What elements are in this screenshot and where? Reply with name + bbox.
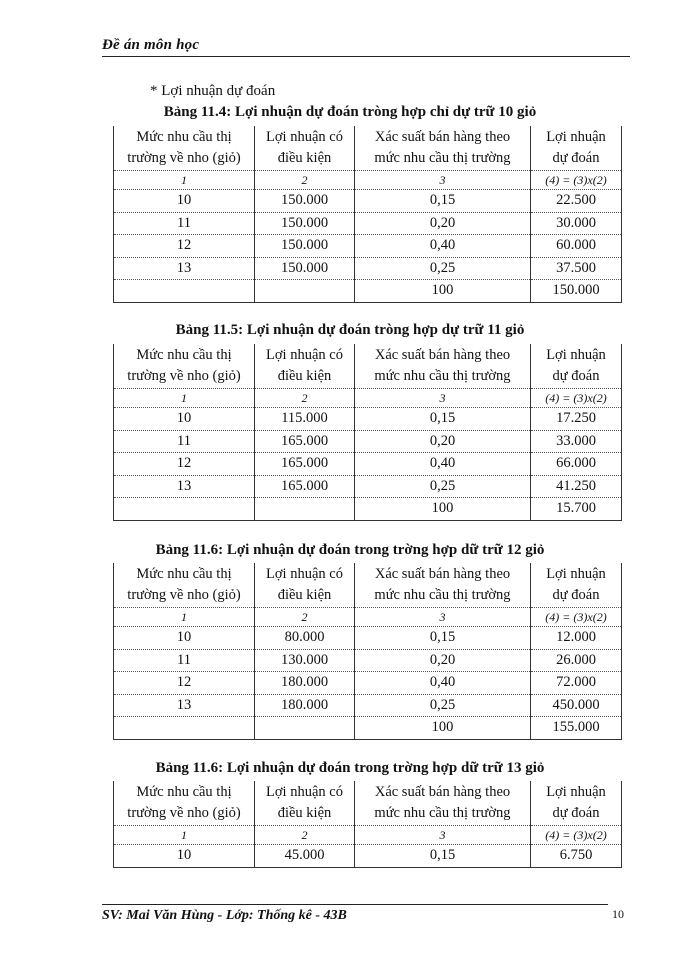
table-cell: 10 — [114, 627, 255, 650]
column-number: (4) = (3)x(2) — [531, 826, 622, 845]
profit-table — [113, 781, 622, 868]
table-cell: 0,25 — [355, 475, 531, 498]
table-cell: 0,20 — [355, 430, 531, 453]
table-cell: 0,20 — [355, 649, 531, 672]
profit-table — [113, 563, 622, 740]
table-row — [114, 453, 622, 476]
table-cell: 10 — [114, 408, 255, 431]
table-title: Bảng 11.6: Lợi nhuận dự đoán trong trờng hợp dữ trữ 13 giỏ — [155, 760, 545, 776]
table-cell: 150.000 — [255, 257, 355, 280]
table-cell: 0,15 — [355, 408, 531, 431]
column-header: Mức nhu cầu thị trường về nho (giỏ) — [114, 781, 255, 826]
table-cell: 150.000 — [255, 212, 355, 235]
table-cell — [255, 280, 355, 303]
table-cell: 41.250 — [531, 475, 622, 498]
column-header: Lợi nhuận có điều kiện — [255, 781, 355, 826]
table-cell: 11 — [114, 430, 255, 453]
column-number: (4) = (3)x(2) — [531, 389, 622, 408]
column-header: Xác suất bán hàng theo mức nhu cầu thị trường — [355, 563, 531, 608]
column-header: Xác suất bán hàng theo mức nhu cầu thị trường — [355, 781, 531, 826]
column-number-row — [114, 826, 622, 845]
table-row — [114, 212, 622, 235]
column-number: 2 — [255, 608, 355, 627]
table-header-row — [114, 781, 622, 826]
column-header: Lợi nhuận dự đoán — [531, 563, 622, 608]
table-row — [114, 475, 622, 498]
table-cell: 12 — [114, 453, 255, 476]
table-header-row — [114, 563, 622, 608]
table-cell: 100 — [355, 717, 531, 740]
table-cell: 165.000 — [255, 453, 355, 476]
column-number: 2 — [255, 171, 355, 190]
column-number-row — [114, 608, 622, 627]
table-cell: 45.000 — [255, 845, 355, 868]
column-header: Lợi nhuận dự đoán — [531, 344, 622, 389]
column-number: 2 — [255, 389, 355, 408]
profit-table — [113, 126, 622, 303]
table-header-row — [114, 344, 622, 389]
column-number: (4) = (3)x(2) — [531, 171, 622, 190]
table-cell: 13 — [114, 475, 255, 498]
table-cell — [114, 498, 255, 521]
column-number-row — [114, 389, 622, 408]
table-cell: 0,40 — [355, 235, 531, 258]
table-cell: 155.000 — [531, 717, 622, 740]
header-text: Đề án môn học — [102, 37, 200, 53]
table-row — [114, 498, 622, 521]
table-cell — [255, 498, 355, 521]
table-row — [114, 190, 622, 213]
table-cell: 0,25 — [355, 694, 531, 717]
table-cell: 6.750 — [531, 845, 622, 868]
column-number-row — [114, 171, 622, 190]
table-row — [114, 845, 622, 868]
table-cell: 165.000 — [255, 430, 355, 453]
table-cell: 80.000 — [255, 627, 355, 650]
column-header: Mức nhu cầu thị trường về nho (giỏ) — [114, 563, 255, 608]
table-cell: 17.250 — [531, 408, 622, 431]
section-intro: * Lợi nhuận dự đoán — [150, 83, 276, 99]
table-cell: 26.000 — [531, 649, 622, 672]
table-cell: 150.000 — [255, 190, 355, 213]
table-cell: 12 — [114, 672, 255, 695]
table-cell: 66.000 — [531, 453, 622, 476]
table-cell: 72.000 — [531, 672, 622, 695]
table-cell: 11 — [114, 212, 255, 235]
table-row — [114, 430, 622, 453]
table-cell: 0,40 — [355, 453, 531, 476]
table-cell: 37.500 — [531, 257, 622, 280]
table-cell: 10 — [114, 845, 255, 868]
table-cell: 33.000 — [531, 430, 622, 453]
page-number: 10 — [612, 907, 624, 921]
column-header: Lợi nhuận có điều kiện — [255, 344, 355, 389]
table-cell: 0,20 — [355, 212, 531, 235]
table-cell — [114, 717, 255, 740]
profit-table — [113, 344, 622, 521]
column-number: 3 — [355, 826, 531, 845]
table-row — [114, 408, 622, 431]
table-cell: 0,40 — [355, 672, 531, 695]
table-cell: 12 — [114, 235, 255, 258]
table-cell — [114, 280, 255, 303]
table-cell: 450.000 — [531, 694, 622, 717]
page-footer — [102, 904, 608, 925]
column-number: 1 — [114, 389, 255, 408]
table-cell: 13 — [114, 257, 255, 280]
column-number: 3 — [355, 608, 531, 627]
table-cell: 100 — [355, 498, 531, 521]
table-cell: 10 — [114, 190, 255, 213]
table-cell: 0,15 — [355, 627, 531, 650]
table-cell: 30.000 — [531, 212, 622, 235]
table-cell: 60.000 — [531, 235, 622, 258]
table-cell: 13 — [114, 694, 255, 717]
table-row — [114, 717, 622, 740]
table-cell: 11 — [114, 649, 255, 672]
column-header: Mức nhu cầu thị trường về nho (giỏ) — [114, 344, 255, 389]
column-number: 1 — [114, 608, 255, 627]
column-number: 1 — [114, 826, 255, 845]
table-cell: 115.000 — [255, 408, 355, 431]
column-header: Mức nhu cầu thị trường về nho (giỏ) — [114, 126, 255, 171]
column-number: (4) = (3)x(2) — [531, 608, 622, 627]
table-cell: 12.000 — [531, 627, 622, 650]
table-cell: 150.000 — [255, 235, 355, 258]
column-number: 2 — [255, 826, 355, 845]
column-header: Lợi nhuận dự đoán — [531, 781, 622, 826]
page-header — [102, 32, 630, 57]
table-cell: 165.000 — [255, 475, 355, 498]
table-row — [114, 257, 622, 280]
table-row — [114, 280, 622, 303]
table-cell — [255, 717, 355, 740]
table-cell: 180.000 — [255, 694, 355, 717]
table-row — [114, 627, 622, 650]
column-header: Xác suất bán hàng theo mức nhu cầu thị trường — [355, 344, 531, 389]
table-row — [114, 649, 622, 672]
table-cell: 180.000 — [255, 672, 355, 695]
table-cell: 15.700 — [531, 498, 622, 521]
column-header: Lợi nhuận dự đoán — [531, 126, 622, 171]
table-cell: 100 — [355, 280, 531, 303]
column-number: 1 — [114, 171, 255, 190]
table-header-row — [114, 126, 622, 171]
table-cell: 0,15 — [355, 190, 531, 213]
table-title: Bảng 11.5: Lợi nhuận dự đoán tròng hợp dự trữ 11 giỏ — [175, 322, 525, 338]
table-row — [114, 694, 622, 717]
column-header: Xác suất bán hàng theo mức nhu cầu thị trường — [355, 126, 531, 171]
table-cell: 0,15 — [355, 845, 531, 868]
table-cell: 150.000 — [531, 280, 622, 303]
table-title: Bảng 11.4: Lợi nhuận dự đoán tròng hợp chỉ dự trữ 10 giỏ — [163, 104, 537, 120]
column-header: Lợi nhuận có điều kiện — [255, 126, 355, 171]
table-row — [114, 235, 622, 258]
column-number: 3 — [355, 171, 531, 190]
table-title: Bảng 11.6: Lợi nhuận dự đoán trong trờng hợp dữ trữ 12 giỏ — [155, 542, 545, 558]
table-cell: 22.500 — [531, 190, 622, 213]
table-cell: 130.000 — [255, 649, 355, 672]
column-header: Lợi nhuận có điều kiện — [255, 563, 355, 608]
column-number: 3 — [355, 389, 531, 408]
footer-text: SV: Mai Văn Hùng - Lớp: Thống kê - 43B — [102, 908, 347, 923]
table-cell: 0,25 — [355, 257, 531, 280]
table-row — [114, 672, 622, 695]
